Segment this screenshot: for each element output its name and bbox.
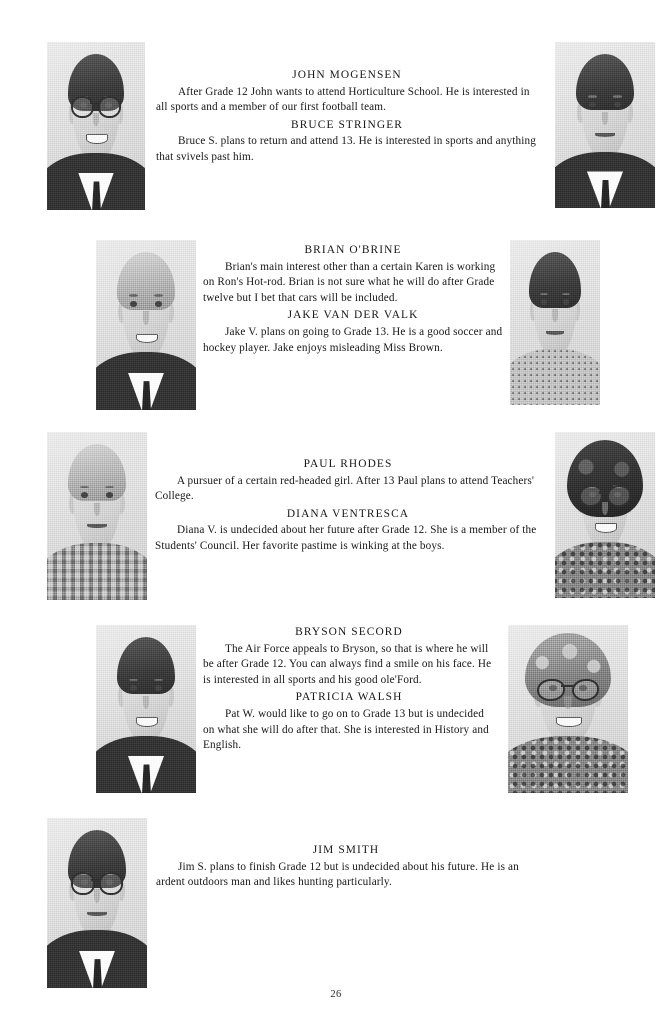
eyebrow-right [154, 294, 163, 297]
entry-name-john-mogensen: JOHN MOGENSEN [292, 69, 402, 81]
student-photo-patricia-walsh [508, 625, 628, 793]
eye-right [106, 492, 113, 497]
eyebrow-left [588, 95, 597, 98]
lens-left [537, 679, 565, 701]
mouth [86, 134, 108, 144]
lens-right [99, 872, 123, 895]
student-photo-brian-obrine [96, 240, 196, 410]
eye-right [155, 301, 162, 306]
nose [602, 112, 608, 125]
eye-right [155, 685, 162, 690]
student-photo-jake-van-der-valk [510, 240, 600, 405]
entry-body-jim-smith: Jim S. plans to finish Grade 12 but is undecided about his future. He is an ardent outdoors man and likes hunting particularly. [156, 860, 519, 889]
nose [94, 503, 100, 516]
entry-name-bruce-stringer: BRUCE STRINGER [291, 118, 403, 131]
entry-text-row4 [203, 625, 495, 756]
eyeglasses [71, 872, 123, 891]
student-photo-bryson-secord [96, 625, 196, 793]
nose [143, 311, 149, 325]
nose [564, 696, 571, 709]
entry-text-row3 [155, 457, 541, 557]
mouth [595, 523, 617, 533]
shoulders [508, 736, 628, 793]
student-photo-jim-smith [47, 818, 147, 988]
entry-body-patricia-walsh: Pat W. would like to go on to Grade 13 but is undecided on what she will do after that. She is interested in History and English. [203, 707, 489, 752]
entry-body-paul-rhodes: A pursuer of a certain red-headed girl. After 13 Paul plans to attend Teachers' College. [155, 474, 535, 503]
eye-left [589, 102, 596, 107]
nose [143, 696, 149, 709]
lens-left [71, 96, 94, 118]
eye-left [130, 301, 137, 306]
nose [94, 889, 100, 903]
eye-left [130, 685, 137, 690]
entry-body-john-mogensen: After Grade 12 John wants to attend Horticulture School. He is interested in all sports and a member of our first football team. [156, 85, 530, 114]
eyebrow-right [613, 95, 622, 98]
entry-name-bryson-secord: BRYSON SECORD [295, 626, 403, 638]
page-number: 26 [330, 989, 342, 1000]
entry-text-row2 [203, 243, 503, 358]
entry-name-paul-rhodes: PAUL RHODES [303, 458, 393, 470]
nose [552, 309, 557, 322]
entry-body-bruce-stringer: Bruce S. plans to return and attend 13. He is interested in sports and anything that svivels past him. [156, 135, 536, 163]
eye-right [563, 299, 569, 304]
lens-right [98, 96, 121, 118]
entry-text-row1 [156, 68, 538, 168]
student-photo-diana-ventresca [555, 432, 655, 598]
student-photo-bruce-stringer [555, 42, 655, 208]
lens-left [579, 485, 603, 507]
entry-text-row5 [156, 843, 536, 893]
eyeglasses [71, 96, 122, 114]
eyeglasses [537, 679, 599, 697]
nose [93, 113, 99, 126]
eye-right [614, 102, 621, 107]
shoulders [510, 349, 600, 405]
eyebrow-left [129, 294, 138, 297]
student-photo-john-mogensen [47, 42, 145, 210]
mouth [87, 912, 107, 916]
shoulders [47, 543, 147, 600]
eye-left [81, 492, 88, 497]
shoulders [555, 542, 655, 598]
entry-name-diana-ventresca: DIANA VENTRESCA [286, 507, 410, 520]
mouth [546, 331, 564, 335]
entry-body-diana-ventresca: Diana V. is undecided about her future after Grade 12. She is a member of the Students' Council. Her favorite pastime is winking at the boys. [155, 524, 537, 552]
lens-left [71, 872, 95, 895]
entry-body-jake-van-der-valk: Jake V. plans on going to Grade 13. He is a good soccer and hockey player. Jake enjoys misleading Miss Brown. [203, 325, 503, 354]
entry-body-bryson-secord: The Air Force appeals to Bryson, so that is where he will be after Grade 12. You can always find a smile on his face. He is interested in all sports and his good ole'Ford. [203, 642, 492, 686]
nose [602, 502, 608, 515]
entry-name-patricia-walsh: PATRICIA WALSH [295, 691, 403, 704]
entry-name-brian-obrine: BRIAN O'BRINE [304, 244, 402, 256]
eye-left [541, 299, 547, 304]
student-photo-paul-rhodes [47, 432, 147, 600]
entry-body-brian-obrine: Brian's main interest other than a certain Karen is working on Ron's Hot-rod. Brian is not sure what he will do after Grade twelve but I bet that cars will be included. [203, 260, 496, 304]
entry-name-jake-van-der-valk: JAKE VAN DER VALK [287, 309, 419, 322]
entry-name-jim-smith: JIM SMITH [312, 844, 380, 856]
eyeglasses [579, 485, 631, 503]
